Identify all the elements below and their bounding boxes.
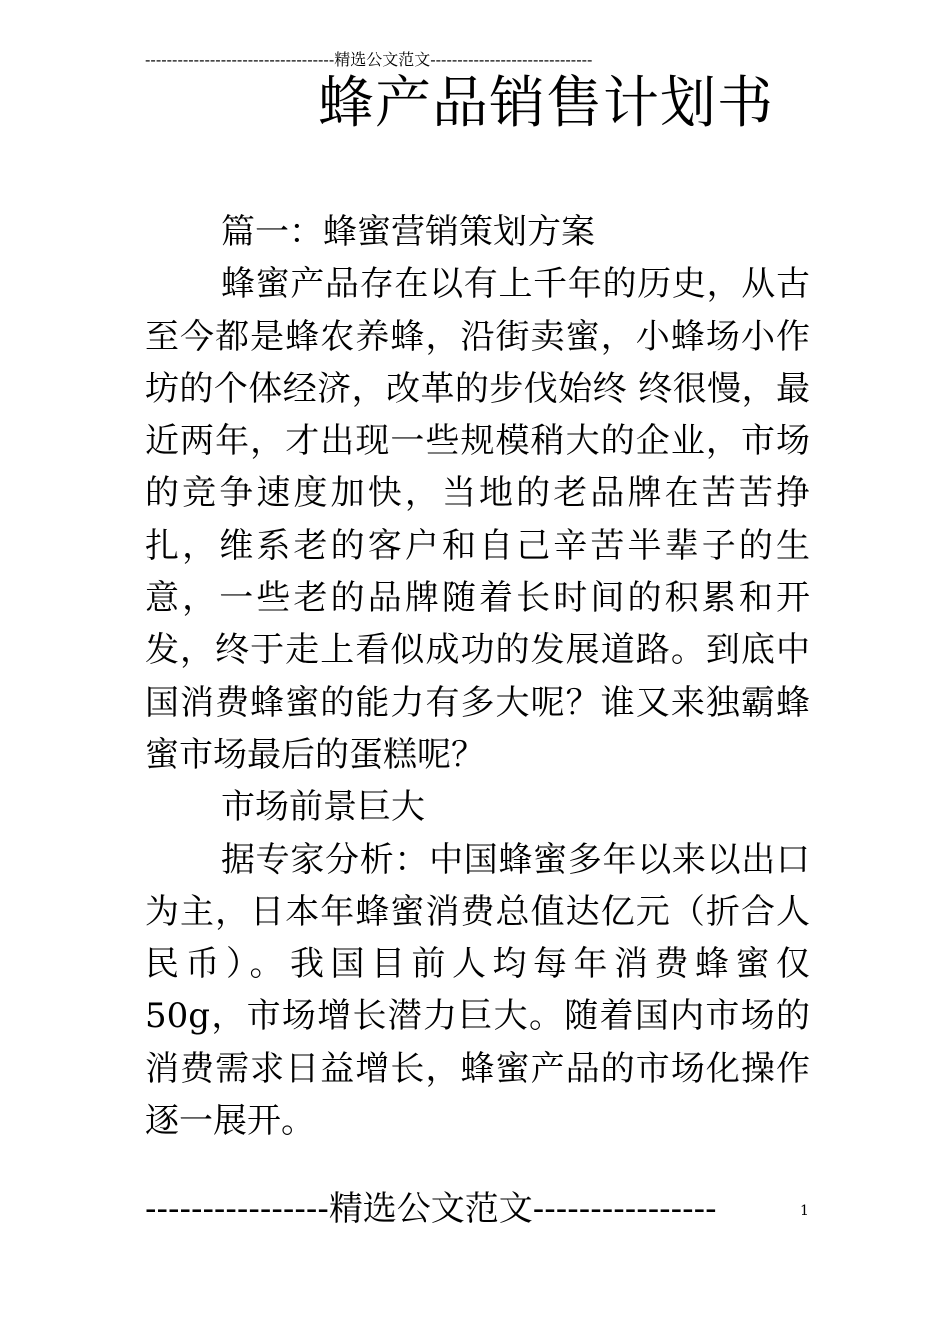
page-number: 1 <box>800 1203 809 1219</box>
paragraph-market: 据专家分析：中国蜂蜜多年以来以出口为主，日本年蜂蜜消费总值达亿元（折合人民币）。我国目前人均每年消费蜂蜜仅 50g，市场增长潜力巨大。随着国内市场的消费需求日益增长，蜂蜜产品的市场化操作逐一展开。 <box>145 839 810 1142</box>
subsection-heading: 市场前景巨大 <box>221 787 425 828</box>
page-footer: ----------------精选公文范文---------------- <box>145 1189 717 1229</box>
document-body <box>145 206 810 1147</box>
section-heading: 篇一：蜂蜜营销策划方案 <box>221 212 595 252</box>
document-title: 蜂产品销售计划书 <box>318 71 774 136</box>
paragraph-intro: 蜂蜜产品存在以有上千年的历史，从古至今都是蜂农养蜂，沿街卖蜜，小蜂场小作坊的个体经济，改革的步伐始终 终很慢，最近两年，才出现一些规模稍大的企业，市场的竞争速度加快，当地的老品牌在苦苦挣扎，维系老的客户和自己辛苦半辈子的生意，一些老的品牌随着长时间的积累和开发，终于走上看似成功的发展道路。到底中国消费蜂蜜的能力有多大呢？谁又来独霸蜂蜜市场最后的蛋糕呢？ <box>145 264 810 775</box>
page-header: -----------------------------------精选公文范文------------------------------ <box>145 50 593 69</box>
